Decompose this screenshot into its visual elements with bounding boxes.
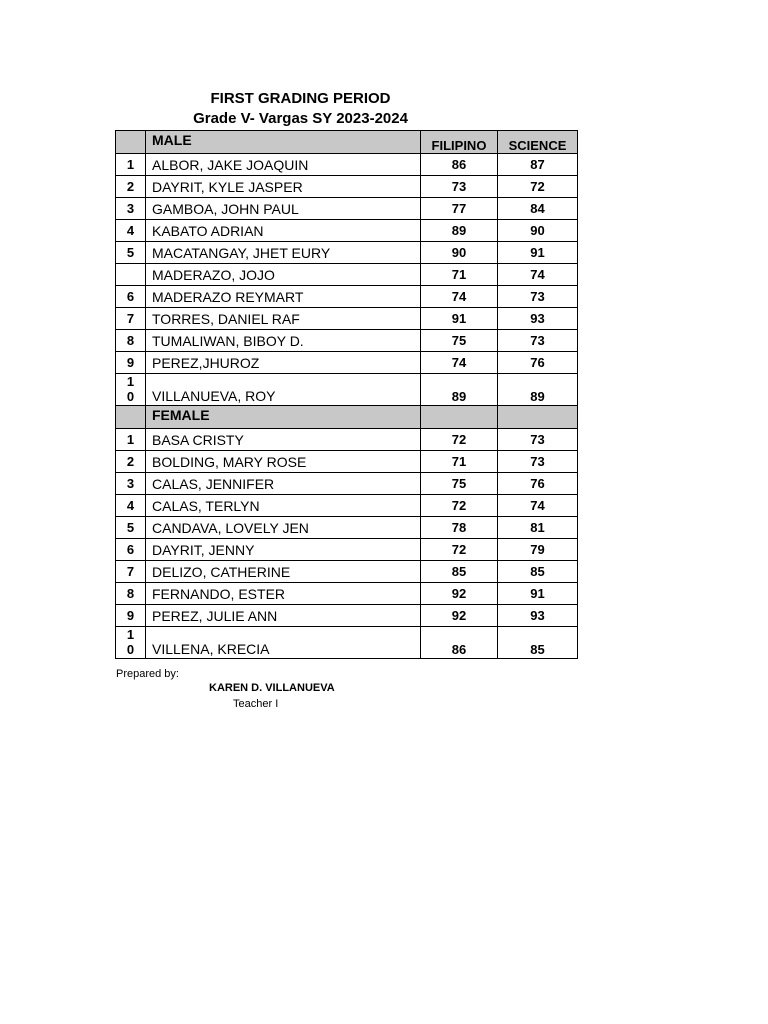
header-empty-cell (498, 406, 578, 429)
filipino-grade: 91 (421, 308, 498, 330)
table-row (116, 627, 578, 659)
student-name: PEREZ,JHUROZ (146, 352, 421, 374)
row-number: 9 (116, 352, 146, 374)
table-row (116, 154, 578, 176)
science-grade: 89 (498, 374, 578, 406)
document-subtitle: Grade V- Vargas SY 2023-2024 (193, 110, 408, 127)
student-name: CALAS, JENNIFER (146, 473, 421, 495)
row-number: 2 (116, 451, 146, 473)
science-grade: 93 (498, 308, 578, 330)
filipino-grade: 71 (421, 264, 498, 286)
table-row (116, 539, 578, 561)
row-number: 7 (116, 561, 146, 583)
table-row (116, 242, 578, 264)
table-row (116, 330, 578, 352)
table-row (116, 495, 578, 517)
table-row (116, 429, 578, 451)
science-grade: 91 (498, 583, 578, 605)
table-row (116, 561, 578, 583)
row-number: 4 (116, 220, 146, 242)
filipino-grade: 86 (421, 154, 498, 176)
science-grade: 87 (498, 154, 578, 176)
science-grade: 73 (498, 286, 578, 308)
row-number: 1 0 (116, 374, 146, 406)
student-name: MADERAZO REYMART (146, 286, 421, 308)
science-grade: 73 (498, 429, 578, 451)
science-grade: 85 (498, 561, 578, 583)
table-row (116, 264, 578, 286)
row-number: 3 (116, 198, 146, 220)
row-number: 6 (116, 539, 146, 561)
filipino-grade: 71 (421, 451, 498, 473)
science-grade: 84 (498, 198, 578, 220)
row-number: 4 (116, 495, 146, 517)
student-name: TORRES, DANIEL RAF (146, 308, 421, 330)
filipino-grade: 75 (421, 330, 498, 352)
row-number: 6 (116, 286, 146, 308)
row-number: 5 (116, 242, 146, 264)
table-row (116, 517, 578, 539)
row-number: 1 0 (116, 627, 146, 659)
row-number: 2 (116, 176, 146, 198)
table-row (116, 451, 578, 473)
student-name: BOLDING, MARY ROSE (146, 451, 421, 473)
header-number-cell (116, 131, 146, 154)
table-row (116, 473, 578, 495)
filipino-grade: 86 (421, 627, 498, 659)
row-number (116, 264, 146, 286)
science-grade: 79 (498, 539, 578, 561)
student-name: MACATANGAY, JHET EURY (146, 242, 421, 264)
row-number: 1 (116, 429, 146, 451)
prepared-by-label: Prepared by: (116, 668, 179, 680)
student-name: PEREZ, JULIE ANN (146, 605, 421, 627)
science-grade: 76 (498, 473, 578, 495)
student-name: DELIZO, CATHERINE (146, 561, 421, 583)
table-row (116, 286, 578, 308)
student-name: BASA CRISTY (146, 429, 421, 451)
filipino-grade: 73 (421, 176, 498, 198)
header-empty-cell (421, 406, 498, 429)
student-name: KABATO ADRIAN (146, 220, 421, 242)
student-name: CANDAVA, LOVELY JEN (146, 517, 421, 539)
male-header-row (116, 131, 578, 154)
filipino-grade: 75 (421, 473, 498, 495)
student-name: GAMBOA, JOHN PAUL (146, 198, 421, 220)
filipino-grade: 72 (421, 539, 498, 561)
table-row (116, 308, 578, 330)
science-grade: 72 (498, 176, 578, 198)
student-name: DAYRIT, KYLE JASPER (146, 176, 421, 198)
filipino-grade: 72 (421, 429, 498, 451)
science-grade: 91 (498, 242, 578, 264)
row-number: 1 (116, 154, 146, 176)
filipino-grade: 89 (421, 220, 498, 242)
grades-table (115, 130, 578, 659)
grades-table-body (116, 131, 578, 659)
signer-title: Teacher I (233, 698, 279, 710)
table-row (116, 220, 578, 242)
science-grade: 74 (498, 264, 578, 286)
male-section-label: MALE (146, 131, 421, 154)
science-grade: 73 (498, 330, 578, 352)
row-number: 8 (116, 583, 146, 605)
science-grade: 85 (498, 627, 578, 659)
student-name: CALAS, TERLYN (146, 495, 421, 517)
student-name: FERNANDO, ESTER (146, 583, 421, 605)
row-number: 9 (116, 605, 146, 627)
filipino-grade: 90 (421, 242, 498, 264)
signer-name: KAREN D. VILLANUEVA (209, 682, 335, 694)
student-name: VILLENA, KRECIA (146, 627, 421, 659)
column-header-filipino: FILIPINO (421, 131, 498, 154)
document-title: FIRST GRADING PERIOD (210, 90, 391, 107)
row-number: 8 (116, 330, 146, 352)
filipino-grade: 85 (421, 561, 498, 583)
table-row (116, 176, 578, 198)
student-name: TUMALIWAN, BIBOY D. (146, 330, 421, 352)
student-name: ALBOR, JAKE JOAQUIN (146, 154, 421, 176)
header-number-cell (116, 406, 146, 429)
column-header-science: SCIENCE (498, 131, 578, 154)
student-name: VILLANUEVA, ROY (146, 374, 421, 406)
table-row (116, 605, 578, 627)
female-section-label: FEMALE (146, 406, 421, 429)
filipino-grade: 74 (421, 286, 498, 308)
filipino-grade: 89 (421, 374, 498, 406)
filipino-grade: 74 (421, 352, 498, 374)
science-grade: 81 (498, 517, 578, 539)
table-row (116, 198, 578, 220)
science-grade: 93 (498, 605, 578, 627)
row-number: 3 (116, 473, 146, 495)
student-name: DAYRIT, JENNY (146, 539, 421, 561)
table-row (116, 583, 578, 605)
row-number: 7 (116, 308, 146, 330)
filipino-grade: 72 (421, 495, 498, 517)
filipino-grade: 78 (421, 517, 498, 539)
science-grade: 76 (498, 352, 578, 374)
filipino-grade: 92 (421, 583, 498, 605)
filipino-grade: 92 (421, 605, 498, 627)
student-name: MADERAZO, JOJO (146, 264, 421, 286)
row-number: 5 (116, 517, 146, 539)
table-row (116, 374, 578, 406)
table-row (116, 352, 578, 374)
filipino-grade: 77 (421, 198, 498, 220)
science-grade: 74 (498, 495, 578, 517)
science-grade: 73 (498, 451, 578, 473)
science-grade: 90 (498, 220, 578, 242)
female-header-row (116, 406, 578, 429)
